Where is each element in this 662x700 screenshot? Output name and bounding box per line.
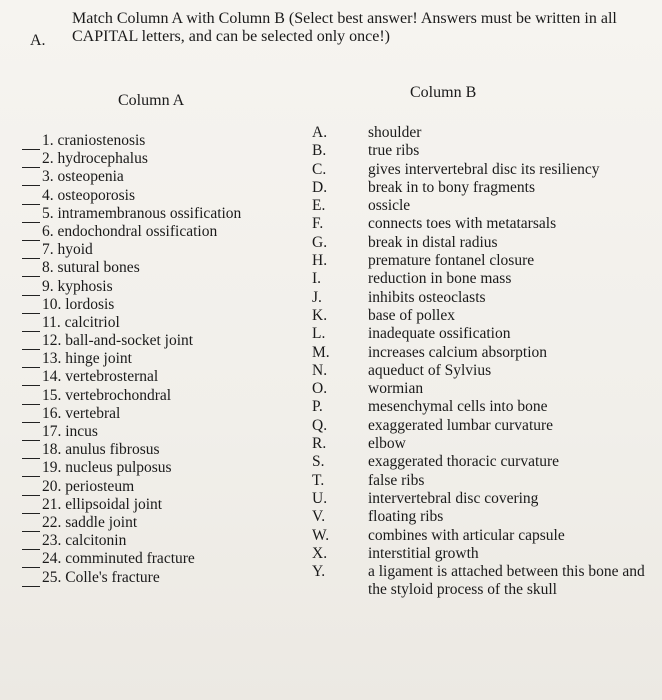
column-a-term: 22. saddle joint (42, 513, 138, 531)
column-a-term: 24. comminuted fracture (42, 550, 195, 568)
column-a-item (22, 550, 302, 568)
instructions-text: Match Column A with Column B (Select best answer! Answers must be written in all CAPITAL letters, and can be selected only once!) (72, 10, 617, 45)
column-b-item (308, 197, 648, 215)
column-b-letter: V. (312, 508, 326, 526)
column-a-term: 6. endochondral ossification (42, 222, 218, 240)
column-b-definition: wormian (368, 380, 424, 398)
answer-blank[interactable] (22, 444, 40, 459)
column-a-item (22, 405, 302, 423)
column-a-term: 4. osteoporosis (42, 186, 135, 204)
column-a-term: 20. periosteum (42, 477, 135, 495)
column-b-letter: O. (312, 380, 328, 398)
column-b-letter: P. (312, 398, 323, 416)
column-b-item (308, 124, 648, 142)
column-a-item (22, 478, 302, 496)
column-b-item (308, 490, 648, 508)
column-b-definition: intervertebral disc covering (368, 489, 539, 507)
answer-blank[interactable] (22, 153, 40, 168)
column-b-item (308, 161, 648, 179)
column-b-definition: ossicle (368, 197, 411, 215)
column-b-letter: J. (312, 288, 322, 306)
column-a-term: 8. sutural bones (42, 259, 140, 277)
column-b-letter: M. (312, 343, 330, 361)
column-a-term: 3. osteopenia (42, 168, 124, 186)
answer-blank[interactable] (22, 244, 40, 259)
column-b-letter: G. (312, 233, 328, 251)
column-b-letter: N. (312, 361, 328, 379)
column-b-definition: inadequate ossification (368, 325, 511, 343)
column-b-definition: exaggerated lumbar curvature (368, 416, 554, 434)
column-b-letter: F. (312, 215, 324, 233)
column-b-definition: a ligament is attached between this bone and the styloid process of the skull (368, 563, 645, 599)
answer-blank[interactable] (22, 481, 40, 496)
answer-blank[interactable] (22, 262, 40, 277)
column-b-definition: interstitial growth (368, 544, 479, 562)
column-b-definition: true ribs (368, 142, 420, 160)
column-a-term: 11. calcitriol (42, 313, 120, 331)
column-b-letter: C. (312, 160, 327, 178)
column-a-heading: Column A (118, 92, 185, 109)
column-a-term: 12. ball-and-socket joint (42, 332, 194, 350)
column-a-term: 19. nucleus pulposus (42, 459, 172, 477)
column-b-item (308, 508, 648, 526)
column-a-term: 16. vertebral (42, 404, 121, 422)
column-b-list (308, 124, 648, 600)
column-a-term: 9. kyphosis (42, 277, 113, 295)
column-a-term: 10. lordosis (42, 295, 115, 313)
column-a-term: 15. vertebrochondral (42, 386, 172, 404)
column-b-letter: X. (312, 544, 328, 562)
column-a-item (22, 459, 302, 477)
column-b-definition: increases calcium absorption (368, 343, 548, 361)
column-b-item (308, 545, 648, 563)
column-b-item (308, 234, 648, 252)
column-a-term: 13. hinge joint (42, 350, 132, 368)
column-b-item (308, 252, 648, 270)
column-b-letter: Q. (312, 416, 328, 434)
answer-blank[interactable] (22, 335, 40, 350)
answer-blank[interactable] (22, 135, 40, 150)
column-b-item (308, 179, 648, 197)
column-b-definition: shoulder (368, 124, 422, 141)
column-b-item (308, 215, 648, 233)
column-a-item (22, 332, 302, 350)
column-b-item (308, 527, 648, 545)
column-b-item (308, 435, 648, 453)
column-b-definition: connects toes with metatarsals (368, 215, 557, 233)
answer-blank[interactable] (22, 517, 40, 532)
column-a-term: 2. hydrocephalus (42, 150, 148, 168)
column-a-item (22, 441, 302, 459)
column-b-letter: E. (312, 197, 326, 215)
answer-blank[interactable] (22, 353, 40, 368)
column-a-term: 5. intramembranous ossification (42, 204, 242, 222)
answer-blank[interactable] (22, 208, 40, 223)
answer-blank[interactable] (22, 226, 40, 241)
column-a-item (22, 496, 302, 514)
answer-blank[interactable] (22, 499, 40, 514)
column-b-definition: reduction in bone mass (368, 270, 512, 288)
answer-blank[interactable] (22, 462, 40, 477)
answer-blank[interactable] (22, 190, 40, 205)
column-b-item (308, 270, 648, 288)
column-a-term: 7. hyoid (42, 241, 93, 259)
column-b-definition: elbow (368, 435, 406, 453)
column-b-letter: R. (312, 435, 327, 453)
column-b-letter: B. (312, 142, 327, 160)
column-b-letter: L. (312, 325, 326, 343)
column-b-letter: H. (312, 252, 328, 270)
column-a-item (22, 314, 302, 332)
column-b-definition: mesenchymal cells into bone (368, 398, 548, 416)
column-b-letter: U. (312, 489, 328, 507)
column-b-item (308, 362, 648, 380)
column-a-item (22, 223, 302, 241)
column-b-item (308, 472, 648, 490)
column-b-letter: Y. (312, 563, 326, 581)
answer-blank[interactable] (22, 535, 40, 550)
column-a-list (22, 132, 302, 587)
column-a-item (22, 278, 302, 296)
column-a-item (22, 132, 302, 150)
column-a-term: 21. ellipsoidal joint (42, 495, 163, 513)
column-b-definition: break in to bony fragments (368, 178, 536, 196)
column-a-item (22, 350, 302, 368)
column-b-letter: S. (312, 453, 325, 471)
column-b-item (308, 307, 648, 325)
column-a-term: 17. incus (42, 423, 98, 440)
column-a-term: 1. craniostenosis (42, 132, 146, 149)
column-b-definition: gives intervertebral disc its resiliency (368, 160, 600, 178)
column-b-letter: I. (312, 270, 322, 288)
column-b-definition: base of pollex (368, 306, 455, 324)
answer-blank[interactable] (22, 408, 40, 423)
column-a-item (22, 514, 302, 532)
column-b-item (308, 453, 648, 471)
column-a-item (22, 205, 302, 223)
column-b-definition: false ribs (368, 471, 425, 489)
column-b-definition: aqueduct of Sylvius (368, 361, 492, 379)
answer-blank[interactable] (22, 299, 40, 314)
column-a-item (22, 423, 302, 441)
column-b-letter: D. (312, 178, 328, 196)
answer-blank[interactable] (22, 553, 40, 568)
column-b-letter: T. (312, 471, 325, 489)
column-a-item (22, 532, 302, 550)
column-b-item (308, 289, 648, 307)
answer-blank[interactable] (22, 371, 40, 386)
answer-blank[interactable] (22, 317, 40, 332)
column-b-letter: K. (312, 306, 328, 324)
column-b-definition: exaggerated thoracic curvature (368, 453, 560, 471)
column-a-item (22, 296, 302, 314)
answer-blank[interactable] (22, 426, 40, 441)
column-a-item (22, 569, 302, 587)
column-b-definition: floating ribs (368, 508, 444, 526)
answer-blank[interactable] (22, 390, 40, 405)
column-b-item (308, 380, 648, 398)
column-a-item (22, 187, 302, 205)
column-b-definition: combines with articular capsule (368, 526, 565, 544)
column-b-letter: A. (312, 124, 328, 141)
answer-blank[interactable] (22, 171, 40, 186)
column-b-item (308, 563, 648, 600)
column-b-heading: Column B (410, 84, 477, 101)
column-a-term: 18. anulus fibrosus (42, 441, 160, 459)
column-b-letter: W. (312, 526, 330, 544)
column-b-item (308, 417, 648, 435)
answer-blank[interactable] (22, 281, 40, 296)
section-letter: A. (30, 32, 46, 49)
column-a-item (22, 241, 302, 259)
column-b-definition: break in distal radius (368, 233, 498, 251)
column-a-item (22, 259, 302, 277)
column-a-item (22, 368, 302, 386)
column-b-item (308, 325, 648, 343)
column-a-term: 14. vertebrosternal (42, 368, 159, 386)
column-b-definition: inhibits osteoclasts (368, 288, 486, 306)
column-a-term: 23. calcitonin (42, 532, 127, 550)
column-b-item (308, 142, 648, 160)
column-b-definition: premature fontanel closure (368, 252, 535, 270)
column-a-item (22, 168, 302, 186)
column-a-item (22, 387, 302, 405)
column-b-item (308, 398, 648, 416)
column-b-item (308, 344, 648, 362)
column-a-item (22, 150, 302, 168)
column-a-term: 25. Colle's fracture (42, 568, 160, 586)
answer-blank[interactable] (22, 572, 40, 587)
